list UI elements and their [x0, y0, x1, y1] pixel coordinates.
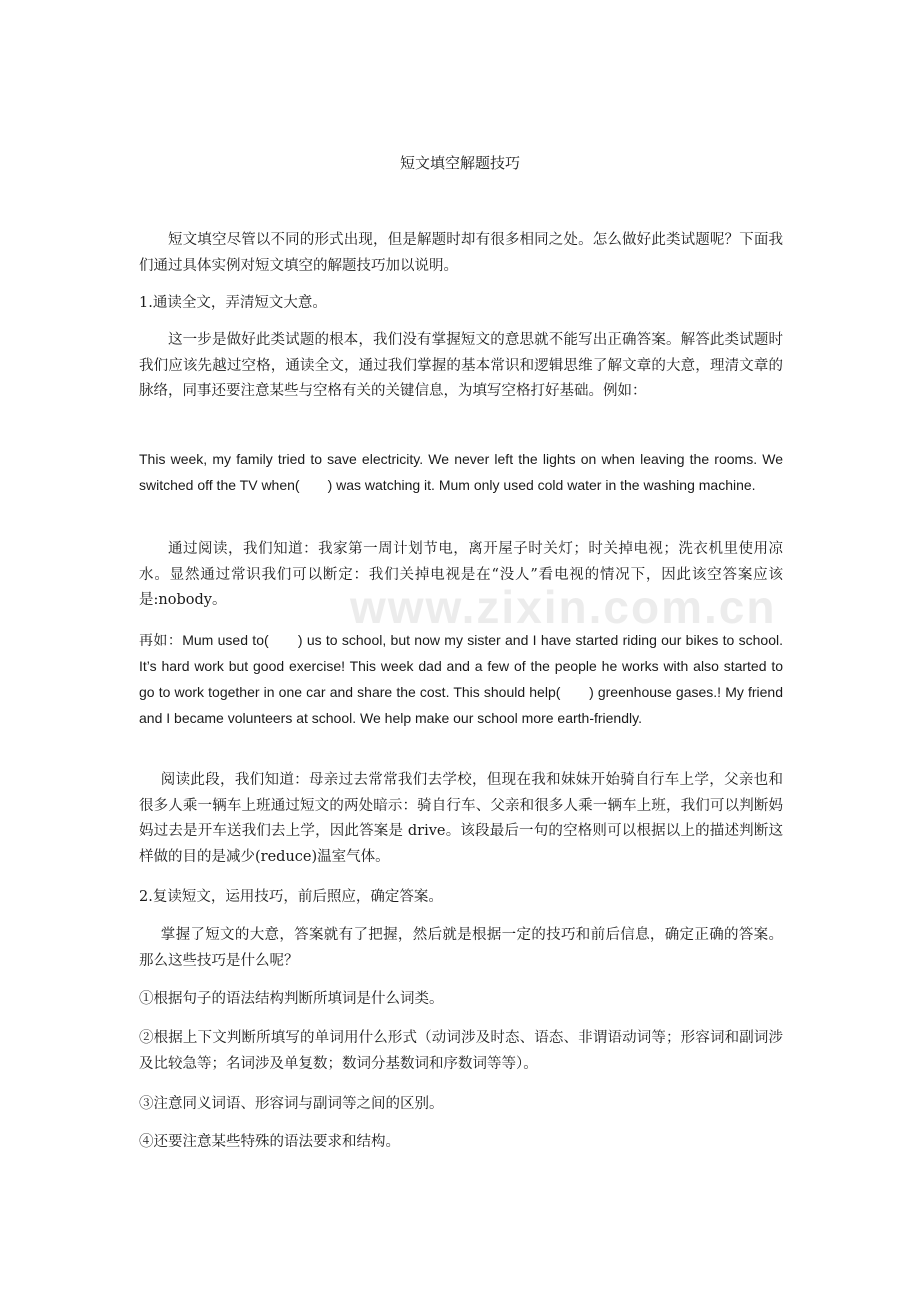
example2-paragraph: 再如：Mum used to( ) us to school, but now my sister and I have started riding our bikes to school. It’s hard work but good exercise! This week dad and a few of the people he works with also started to go to work together in one car and share the cost. This should help( ) greenhouse gases.! My friend and I became volunteers at school. We help make our school more earth-friendly. — [139, 632, 783, 726]
example1-analysis: 通过阅读，我们知道：我家第一周计划节电，离开屋子时关灯；时关掉电视；洗衣机里使用凉水。显然通过常识我们可以断定：我们关掉电视是在“没人”看电视的情况下，因此该空答案应该是:nobody。 — [139, 541, 783, 608]
step1-body: 这一步是做好此类试题的根本，我们没有掌握短文的意思就不能写出正确答案。解答此类试题时我们应该先越过空格，通读全文，通过我们掌握的基本常识和逻辑思维了解文章的大意，理清文章的脉络，同事还要注意某些与空格有关的关键信息，为填写空格打好基础。例如： — [139, 332, 783, 399]
step2-heading: 2.复读短文，运用技巧，前后照应，确定答案。 — [139, 889, 443, 905]
intro-paragraph: 短文填空尽管以不同的形式出现，但是解题时却有很多相同之处。怎么做好此类试题呢？下面我们通过具体实例对短文填空的解题技巧加以说明。 — [139, 232, 783, 274]
tip-item: ③注意同义词语、形容词与副词等之间的区别。 — [139, 1096, 444, 1112]
example1-paragraph: This week, my family tried to save electricity. We never left the lights on when leaving the rooms. We switched off the TV when( ) was watching it. Mum only used cold water in the washing machine. — [139, 451, 783, 493]
tip-item: ②根据上下文判断所填写的单词用什么形式（动词涉及时态、语态、非谓语动词等；形容词和副词涉及比较急等；名词涉及单复数；数词分基数词和序数词等等）。 — [139, 1030, 783, 1072]
tip-item: ④还要注意某些特殊的语法要求和结构。 — [139, 1134, 400, 1150]
example2-analysis: 阅读此段，我们知道：母亲过去常常我们去学校，但现在我和妹妹开始骑自行车上学，父亲也和很多人乘一辆车上班通过短文的两处暗示：骑自行车、父亲和很多人乘一辆车上班，我们可以判断妈妈过去是开车送我们去上学，因此答案是 drive。该段最后一句的空格则可以根据以上的描述判断这样做的目的是减少(reduce)温室气体。 — [139, 772, 783, 865]
step1-heading: 1.通读全文，弄清短文大意。 — [139, 295, 327, 311]
step2-body: 掌握了短文的大意，答案就有了把握，然后就是根据一定的技巧和前后信息，确定正确的答案。那么这些技巧是什么呢？ — [139, 927, 783, 969]
watermark: www.zixin.com.cn — [350, 581, 777, 633]
tip-item: ①根据句子的语法结构判断所填词是什么词类。 — [139, 991, 444, 1007]
page-title: 短文填空解题技巧 — [399, 154, 520, 172]
